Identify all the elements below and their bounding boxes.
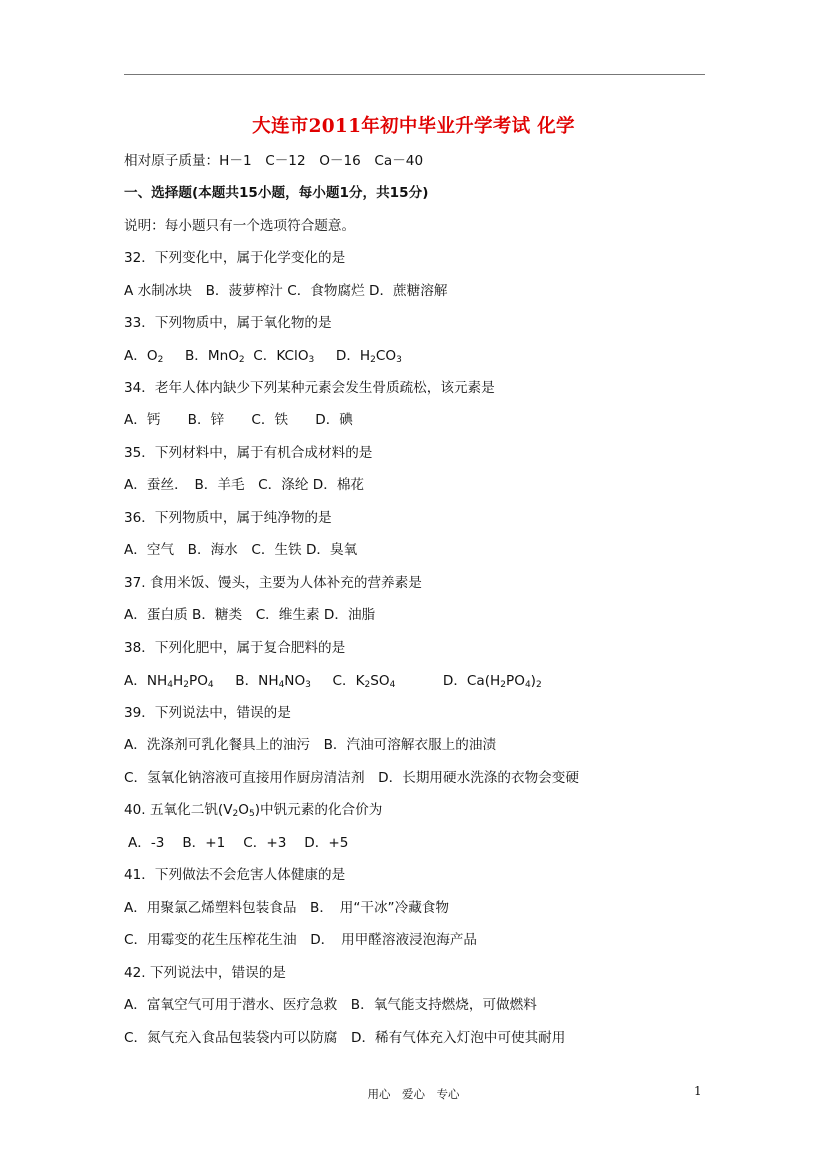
exam-title: 大连市2011年初中毕业升学考试 化学 [252,116,575,137]
question-32: 32．下列变化中，属于化学变化的是 [124,250,346,266]
question-41-options-cd: C．用霉变的花生压榨花生油 D． 用甲醛溶液浸泡海产品 [124,932,478,948]
question-42-options-cd: C．氮气充入食品包装袋内可以防腐 D．稀有气体充入灯泡中可使其耐用 [124,1030,566,1046]
question-37: 37. 食用米饭、馒头，主要为人体补充的营养素是 [124,575,422,591]
question-36-options: A．空气 B．海水 C．生铁 D．臭氧 [124,542,358,558]
question-36: 36．下列物质中，属于纯净物的是 [124,510,332,526]
question-35-options: A．蚕丝． B．羊毛 C．涤纶 D．棉花 [124,477,365,493]
question-38-options: A．$NH_4H_2PO_4$ B．$NH_4NO_3$ C．$K_2SO_4$ D．$Ca(H_2PO_4)_2$ [124,673,542,690]
atomic-mass-line: 相对原子质量：H－1 C－12 O－16 Ca－40 [124,153,424,169]
question-34-options: A．钙 B．锌 C．铁 D．碘 [124,412,353,428]
question-33-options: A．$O_2$ B．MnO$_2$ C．KClO$_3$ D．$H_2CO_3$ [124,348,402,365]
question-35: 35．下列材料中，属于有机合成材料的是 [124,445,373,461]
question-40: 40. 五氧化二钒$(V_2O_5)$中钒元素的化合价为 [124,802,383,819]
question-41: 41．下列做法不会危害人体健康的是 [124,867,346,883]
header-rule [124,74,705,75]
question-39-options-cd: C．氢氧化钠溶液可直接用作厨房清洁剂 D．长期用硬水洗涤的衣物会变硬 [124,770,579,786]
page-number: 1 [694,1084,702,1098]
question-39-options-ab: A．洗涤剂可乳化餐具上的油污 B．汽油可溶解衣服上的油渍 [124,737,497,753]
page-footer: 用心 爱心 专心 [367,1087,460,1101]
instruction-note: 说明：每小题只有一个选项符合题意。 [124,218,356,234]
question-33: 33．下列物质中，属于氧化物的是 [124,315,332,331]
question-32-options: A 水制冰块 B．菠萝榨汁 C．食物腐烂 D．蔗糖溶解 [124,283,448,299]
question-39: 39．下列说法中，错误的是 [124,705,291,721]
question-38: 38．下列化肥中，属于复合肥料的是 [124,640,346,656]
question-41-options-ab: A．用聚氯乙烯塑料包装食品 B． 用“干冰”冷藏食物 [124,900,449,916]
question-40-options: A．-3 B．+1 C．+3 D．+5 [128,835,349,851]
question-37-options: A．蛋白质 B．糖类 C．维生素 D．油脂 [124,607,376,623]
section-heading: 一、选择题(本题共15小题，每小题1分，共15分) [124,185,429,201]
question-34: 34．老年人体内缺少下列某种元素会发生骨质疏松，该元素是 [124,380,495,396]
question-42: 42. 下列说法中，错误的是 [124,965,286,981]
question-42-options-ab: A．富氧空气可用于潜水、医疗急救 B．氧气能支持燃烧，可做燃料 [124,997,537,1013]
